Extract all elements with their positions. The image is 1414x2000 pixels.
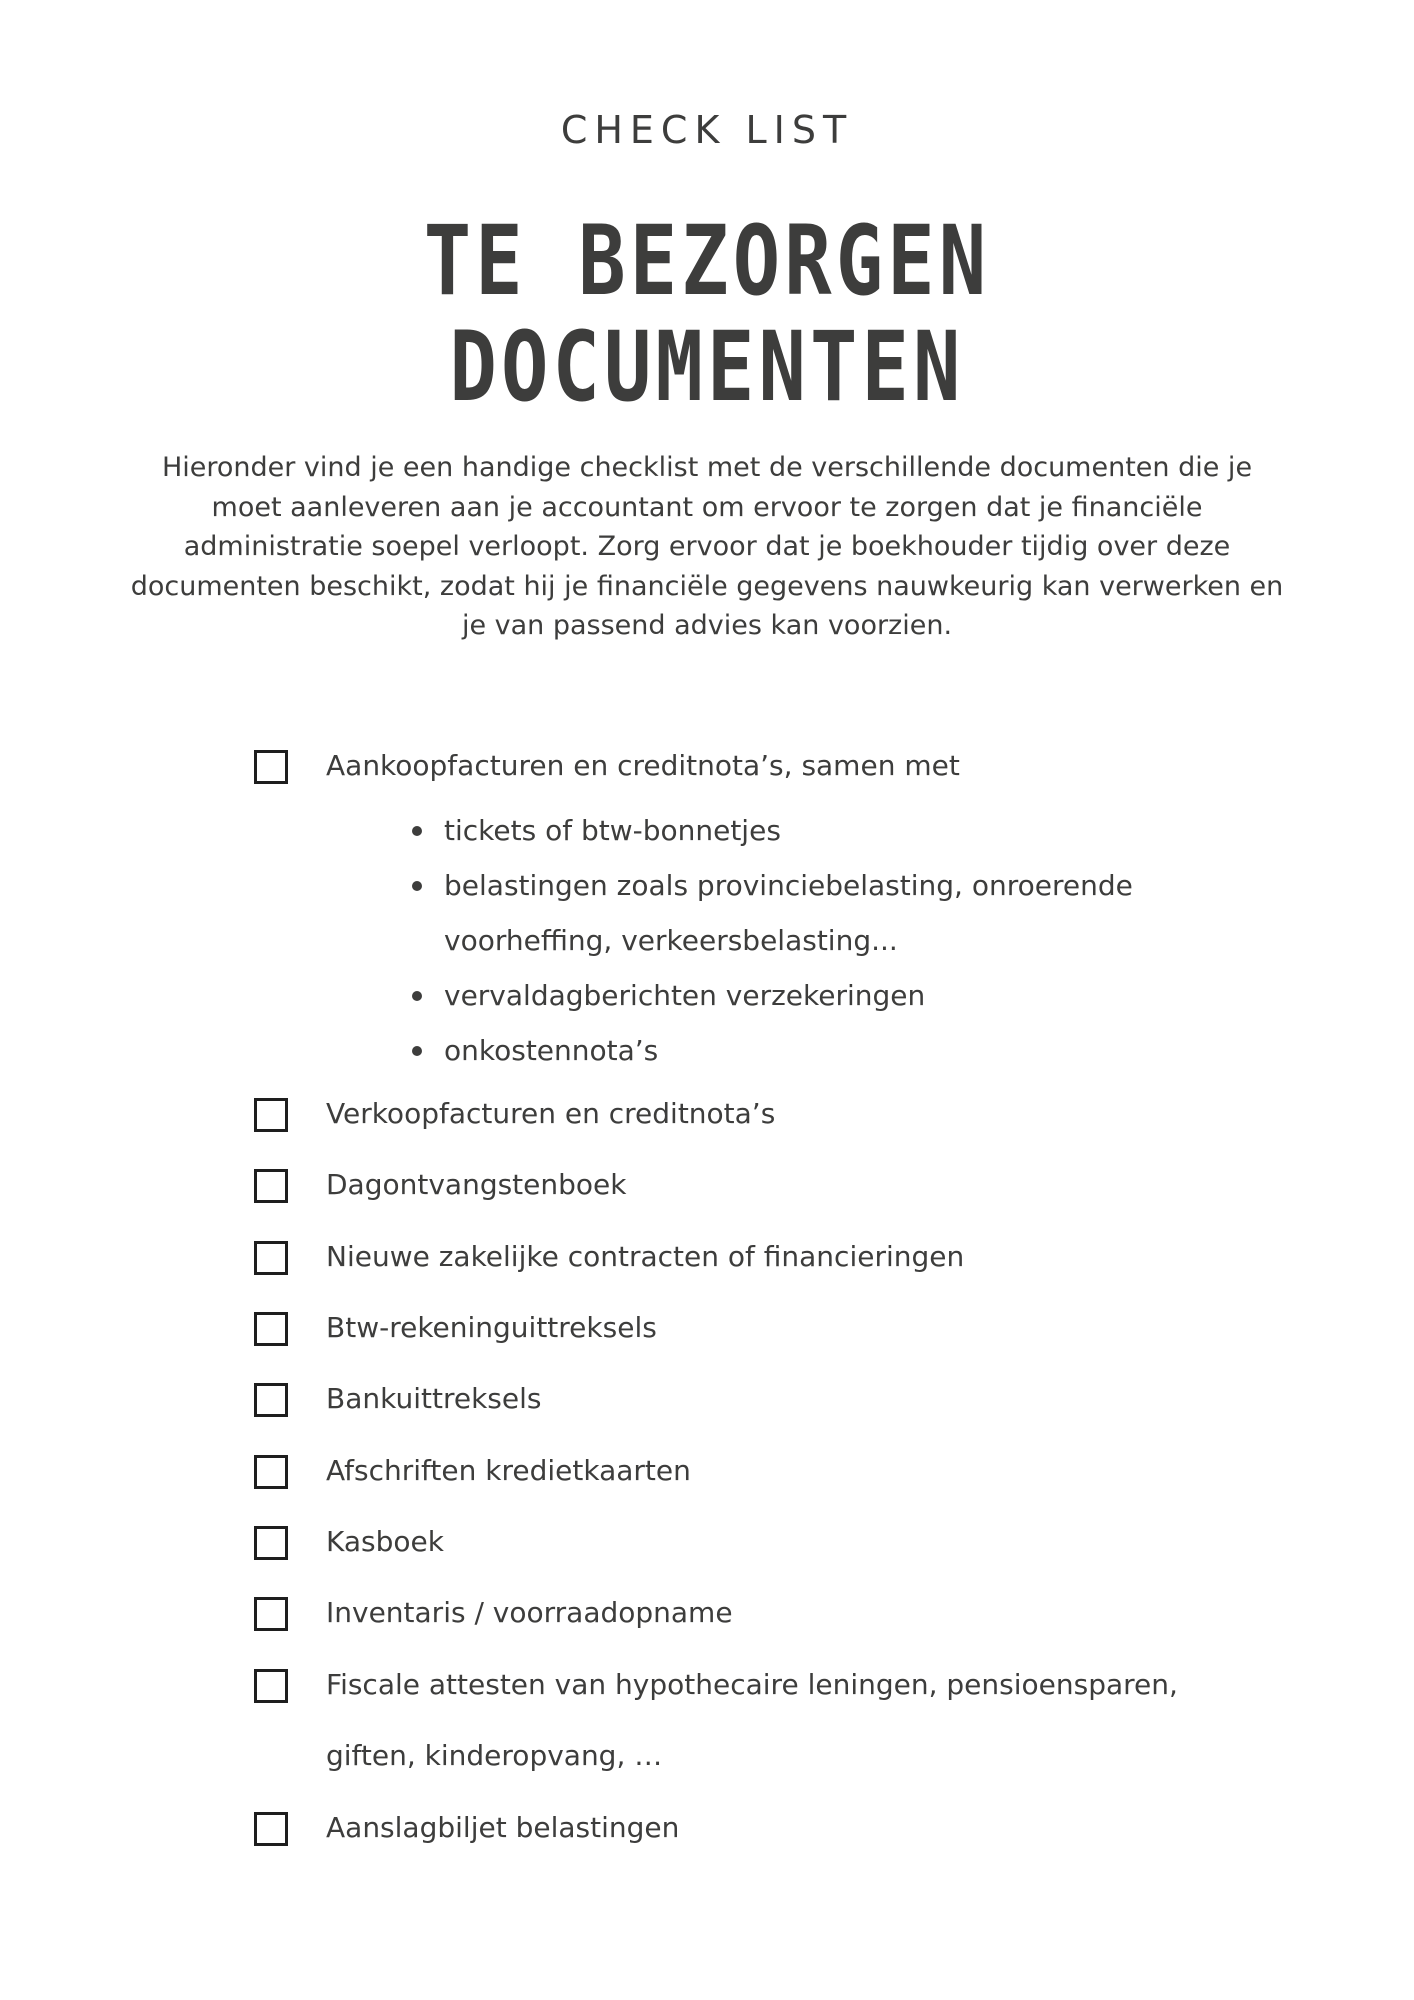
bullet-icon	[412, 881, 422, 891]
checklist-item	[254, 1595, 733, 1631]
sub-list	[410, 803, 1310, 1078]
checklist-item	[254, 1310, 657, 1346]
checklist-item-label: Dagontvangstenboek	[326, 1168, 627, 1201]
checkbox[interactable]	[254, 1455, 288, 1489]
checklist-item	[254, 1810, 679, 1846]
checkbox[interactable]	[254, 1669, 288, 1703]
checklist-item-label: Bankuittreksels	[326, 1382, 542, 1415]
checklist-item	[254, 1381, 541, 1417]
sub-list-item-label: belastingen zoals provinciebelasting, onroerende voorheffing, verkeersbelasting...	[444, 869, 1133, 957]
sub-list-item-label: tickets of btw-bonnetjes	[444, 814, 781, 847]
page-title-line-1: TE BEZORGEN	[423, 205, 991, 317]
page-title	[127, 205, 1286, 423]
checklist-item	[254, 748, 960, 784]
sub-list-item	[410, 968, 1310, 1023]
sub-list-item-label: vervaldagberichten verzekeringen	[444, 979, 926, 1012]
checklist-item	[254, 1453, 691, 1489]
bullet-icon	[412, 991, 422, 1001]
checklist-item-label: Kasboek	[326, 1525, 444, 1558]
checkbox[interactable]	[254, 1241, 288, 1275]
page-kicker: CHECK LIST	[560, 108, 854, 152]
checkbox[interactable]	[254, 1526, 288, 1560]
checkbox[interactable]	[254, 1312, 288, 1346]
checklist-item-label: Aanslagbiljet belastingen	[326, 1811, 680, 1844]
checkbox[interactable]	[254, 750, 288, 784]
checklist-item-label: Afschriften kredietkaarten	[326, 1454, 691, 1487]
checklist-item	[254, 1167, 626, 1203]
checkbox[interactable]	[254, 1169, 288, 1203]
checklist-item-label: Fiscale attesten van hypothecaire leningen, pensioensparen, giften, kinderopvang, …	[326, 1668, 1178, 1772]
checkbox[interactable]	[254, 1597, 288, 1631]
bullet-icon	[412, 826, 422, 836]
checklist-item-label: Btw-rekeninguittreksels	[326, 1311, 657, 1344]
checklist-item	[254, 1096, 775, 1132]
page-title-line-2: DOCUMENTEN	[449, 311, 965, 423]
checklist-item	[254, 1239, 964, 1275]
checkbox[interactable]	[254, 1812, 288, 1846]
checklist-item-label: Verkoopfacturen en creditnota’s	[326, 1097, 776, 1130]
checklist-item-label: Aankoopfacturen en creditnota’s, samen met	[326, 749, 960, 782]
checklist-item-label: Nieuwe zakelijke contracten of financieringen	[326, 1240, 965, 1273]
checklist-item	[254, 1524, 444, 1560]
checkbox[interactable]	[254, 1383, 288, 1417]
sub-list-item	[410, 1023, 1310, 1078]
bullet-icon	[412, 1046, 422, 1056]
sub-list-item	[410, 858, 1310, 968]
checklist-item	[254, 1667, 1186, 1791]
checkbox[interactable]	[254, 1098, 288, 1132]
checklist-item-label: Inventaris / voorraadopname	[326, 1596, 733, 1629]
sub-list-item-label: onkostennota’s	[444, 1034, 659, 1067]
intro-paragraph: Hieronder vind je een handige checklist met de verschillende documenten die je moet aanleveren aan je accountant om ervoor te zorgen dat je financiële administratie soepel verloopt. Zorg ervoor dat je boekhouder tijdig over deze documenten beschikt, zodat hij je financiële gegevens nauwkeurig kan verwerken en je van passend advies kan voorzien.	[130, 452, 1284, 641]
sub-list-item	[410, 803, 1310, 858]
